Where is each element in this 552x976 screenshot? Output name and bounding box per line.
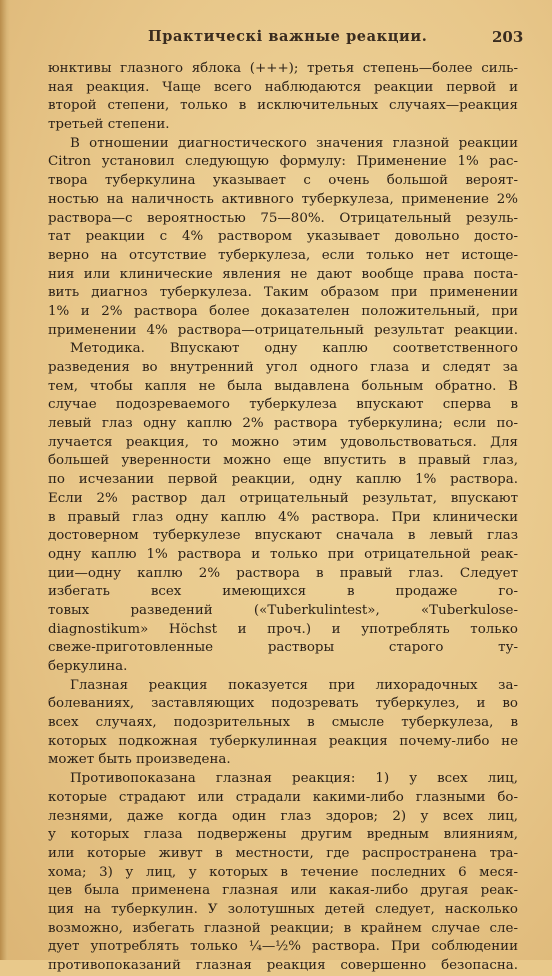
text-line: товых разведений («Tuberkulintest», «Tuberkulose- [48, 602, 518, 618]
text-line: ностью на наличность активного туберкулеза, применение 2% [48, 191, 518, 207]
text-line: разведения во внутренний угол одного глаза и следят за [48, 360, 518, 375]
text-line: лучается реакция, то можно этим удовольствоваться. Для [48, 434, 518, 450]
text-line: раствора—с вероятностью 75—80%. Отрицательный резуль- [48, 210, 518, 226]
text-line: всех случаях, подозрительных в смысле туберкулеза, в [48, 715, 518, 731]
body-text [48, 60, 518, 976]
text-line: возможно, избегать глазной реакции; в крайнем случае сле- [48, 920, 518, 936]
page-number: 203 [492, 28, 524, 46]
text-line: лезнями, даже когда один глаз здоров; 2) у всех лиц, [48, 808, 518, 824]
text-line: юнктивы глазного яблока (+++); третья степень—более силь- [48, 61, 518, 76]
text-line: избегать всех имеющихся в продаже го- [48, 584, 518, 600]
page-binding-edge [0, 0, 10, 960]
text-line: случае подозреваемого туберкулеза впускают сперва в [48, 397, 518, 413]
text-line: или которые живут в местности, где распространена тра- [48, 845, 518, 861]
text-line: применении 4% раствора—отрицательный результат реакции. [48, 322, 518, 338]
text-line: В отношении диагностического значения глазной реакции [70, 135, 518, 151]
text-line: третьей степени. [48, 117, 170, 133]
text-line: цев была применена глазная или какая-либо другая реак- [48, 883, 518, 899]
text-line: противопоказаний глазная реакция совершенно безопасна. [48, 958, 518, 973]
text-line: Citron установил следующую формулу: Применение 1% рас- [48, 154, 518, 170]
text-line: diagnostikum» Höchst и проч.) и употреблять только [48, 621, 518, 637]
text-line: 1% и 2% раствора более доказателен положительный, при [48, 303, 518, 319]
text-line: одну каплю 1% раствора и только при отрицательной реак- [48, 546, 518, 562]
text-line: Методика. Впускают одну каплю соответственного [70, 341, 518, 357]
text-line: в правый глаз одну каплю 4% раствора. При клинически [48, 509, 518, 525]
text-line: твора туберкулина указывает с очень большой вероят- [48, 173, 518, 189]
text-line: Если 2% раствор дал отрицательный результат, впускают [48, 490, 518, 506]
text-line: второй степени, только в исключительных случаях—реакция [48, 98, 518, 114]
text-line: достоверном туберкулезе впускают сначала в левый глаз [48, 528, 518, 544]
text-line: которых подкожная туберкулинная реакция почему-либо не [48, 733, 518, 749]
text-line: Противопоказана глазная реакция: 1) у всех лиц, [70, 771, 518, 787]
text-line: свеже-приготовленные растворы старого ту- [48, 640, 518, 656]
running-head: Практическі важные реакции. [148, 28, 428, 45]
text-line: дует употреблять только ¼—½% раствора. При соблюдении [48, 939, 518, 955]
page-header [0, 28, 552, 50]
text-line: Глазная реакция показуется при лихорадочных за- [70, 677, 518, 693]
text-line: хома; 3) у лиц, у которых в течение последних 6 меся- [48, 864, 518, 880]
text-line: может быть произведена. [48, 752, 231, 768]
text-line: ная реакция. Чаще всего наблюдаются реакции первой и [48, 79, 518, 95]
text-line: ции—одну каплю 2% раствора в правый глаз. Следует [48, 565, 518, 581]
text-line: большей уверенности можно еще впустить в правый глаз, [48, 453, 518, 469]
text-line: ния или клинические явления не дают вообще права поста- [48, 266, 518, 282]
text-line: тат реакции с 4% раствором указывает довольно досто- [48, 229, 518, 245]
text-line: которые страдают или страдали какими-либо глазными бо- [48, 789, 518, 805]
text-line: вить диагноз туберкулеза. Таким образом при применении [48, 285, 518, 301]
text-line: болеваниях, заставляющих подозревать туберкулез, и во [48, 696, 518, 712]
text-line: верно на отсутствие туберкулеза, если только нет истоще- [48, 247, 518, 263]
text-line: ция на туберкулин. У золотушных детей следует, насколько [48, 901, 518, 917]
text-line: у которых глаза подвержены другим вредным влияниям, [48, 827, 518, 843]
text-line: по исчезании первой реакции, одну каплю 1% раствора. [48, 472, 518, 488]
text-line: левый глаз одну каплю 2% раствора туберкулина; если по- [48, 416, 518, 432]
text-line: тем, чтобы капля не была выдавлена больным обратно. В [48, 378, 518, 394]
text-line: беркулина. [48, 659, 128, 674]
